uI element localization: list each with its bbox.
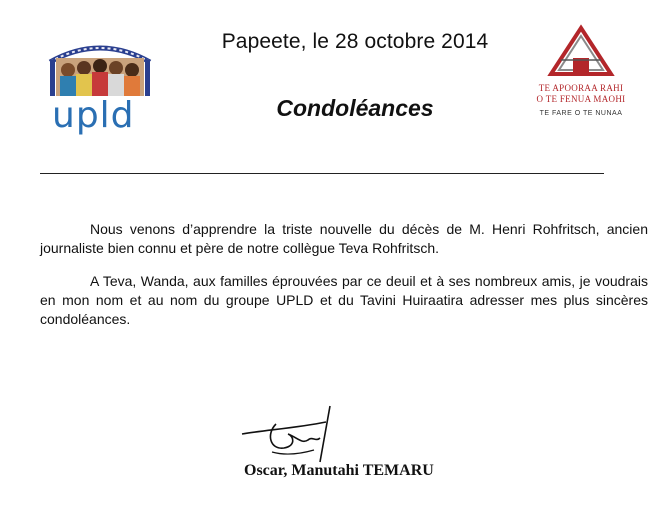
letter-body: [40, 220, 648, 343]
group-photo-logo-icon: [44, 36, 156, 98]
handwritten-signature-icon: [236, 404, 354, 468]
paragraph: Nous venons d’apprendre la triste nouvelle du décès de M. Henri Rohfritsch, ancien journaliste bien connu et père de notre collègue Teva Rohfritsch.: [40, 221, 648, 256]
logo-right-line1: TE APOORAA RAHI: [538, 83, 624, 93]
upld-wordmark: upld: [52, 95, 135, 136]
logo-right-line3: TE FARE O TE NUNAA: [539, 110, 623, 117]
place-and-date: Papeete, le 28 octobre 2014: [221, 30, 489, 53]
logo-right-line2: O TE FENUA MAOHI: [536, 94, 626, 104]
signatory-name: Oscar, Manutahi TEMARU: [244, 462, 434, 479]
fare-house-logo-icon: [533, 22, 629, 122]
header-divider: [40, 173, 604, 174]
page-title: Condoléances: [276, 95, 434, 121]
paragraph: A Teva, Wanda, aux familles éprouvées par ce deuil et à ses nombreux amis, je voudrais en mon nom et au nom du groupe UPLD et du Tavini Huiraatira adresser mes plus sincères condoléances.: [40, 273, 648, 327]
upld-logo: [44, 36, 156, 142]
